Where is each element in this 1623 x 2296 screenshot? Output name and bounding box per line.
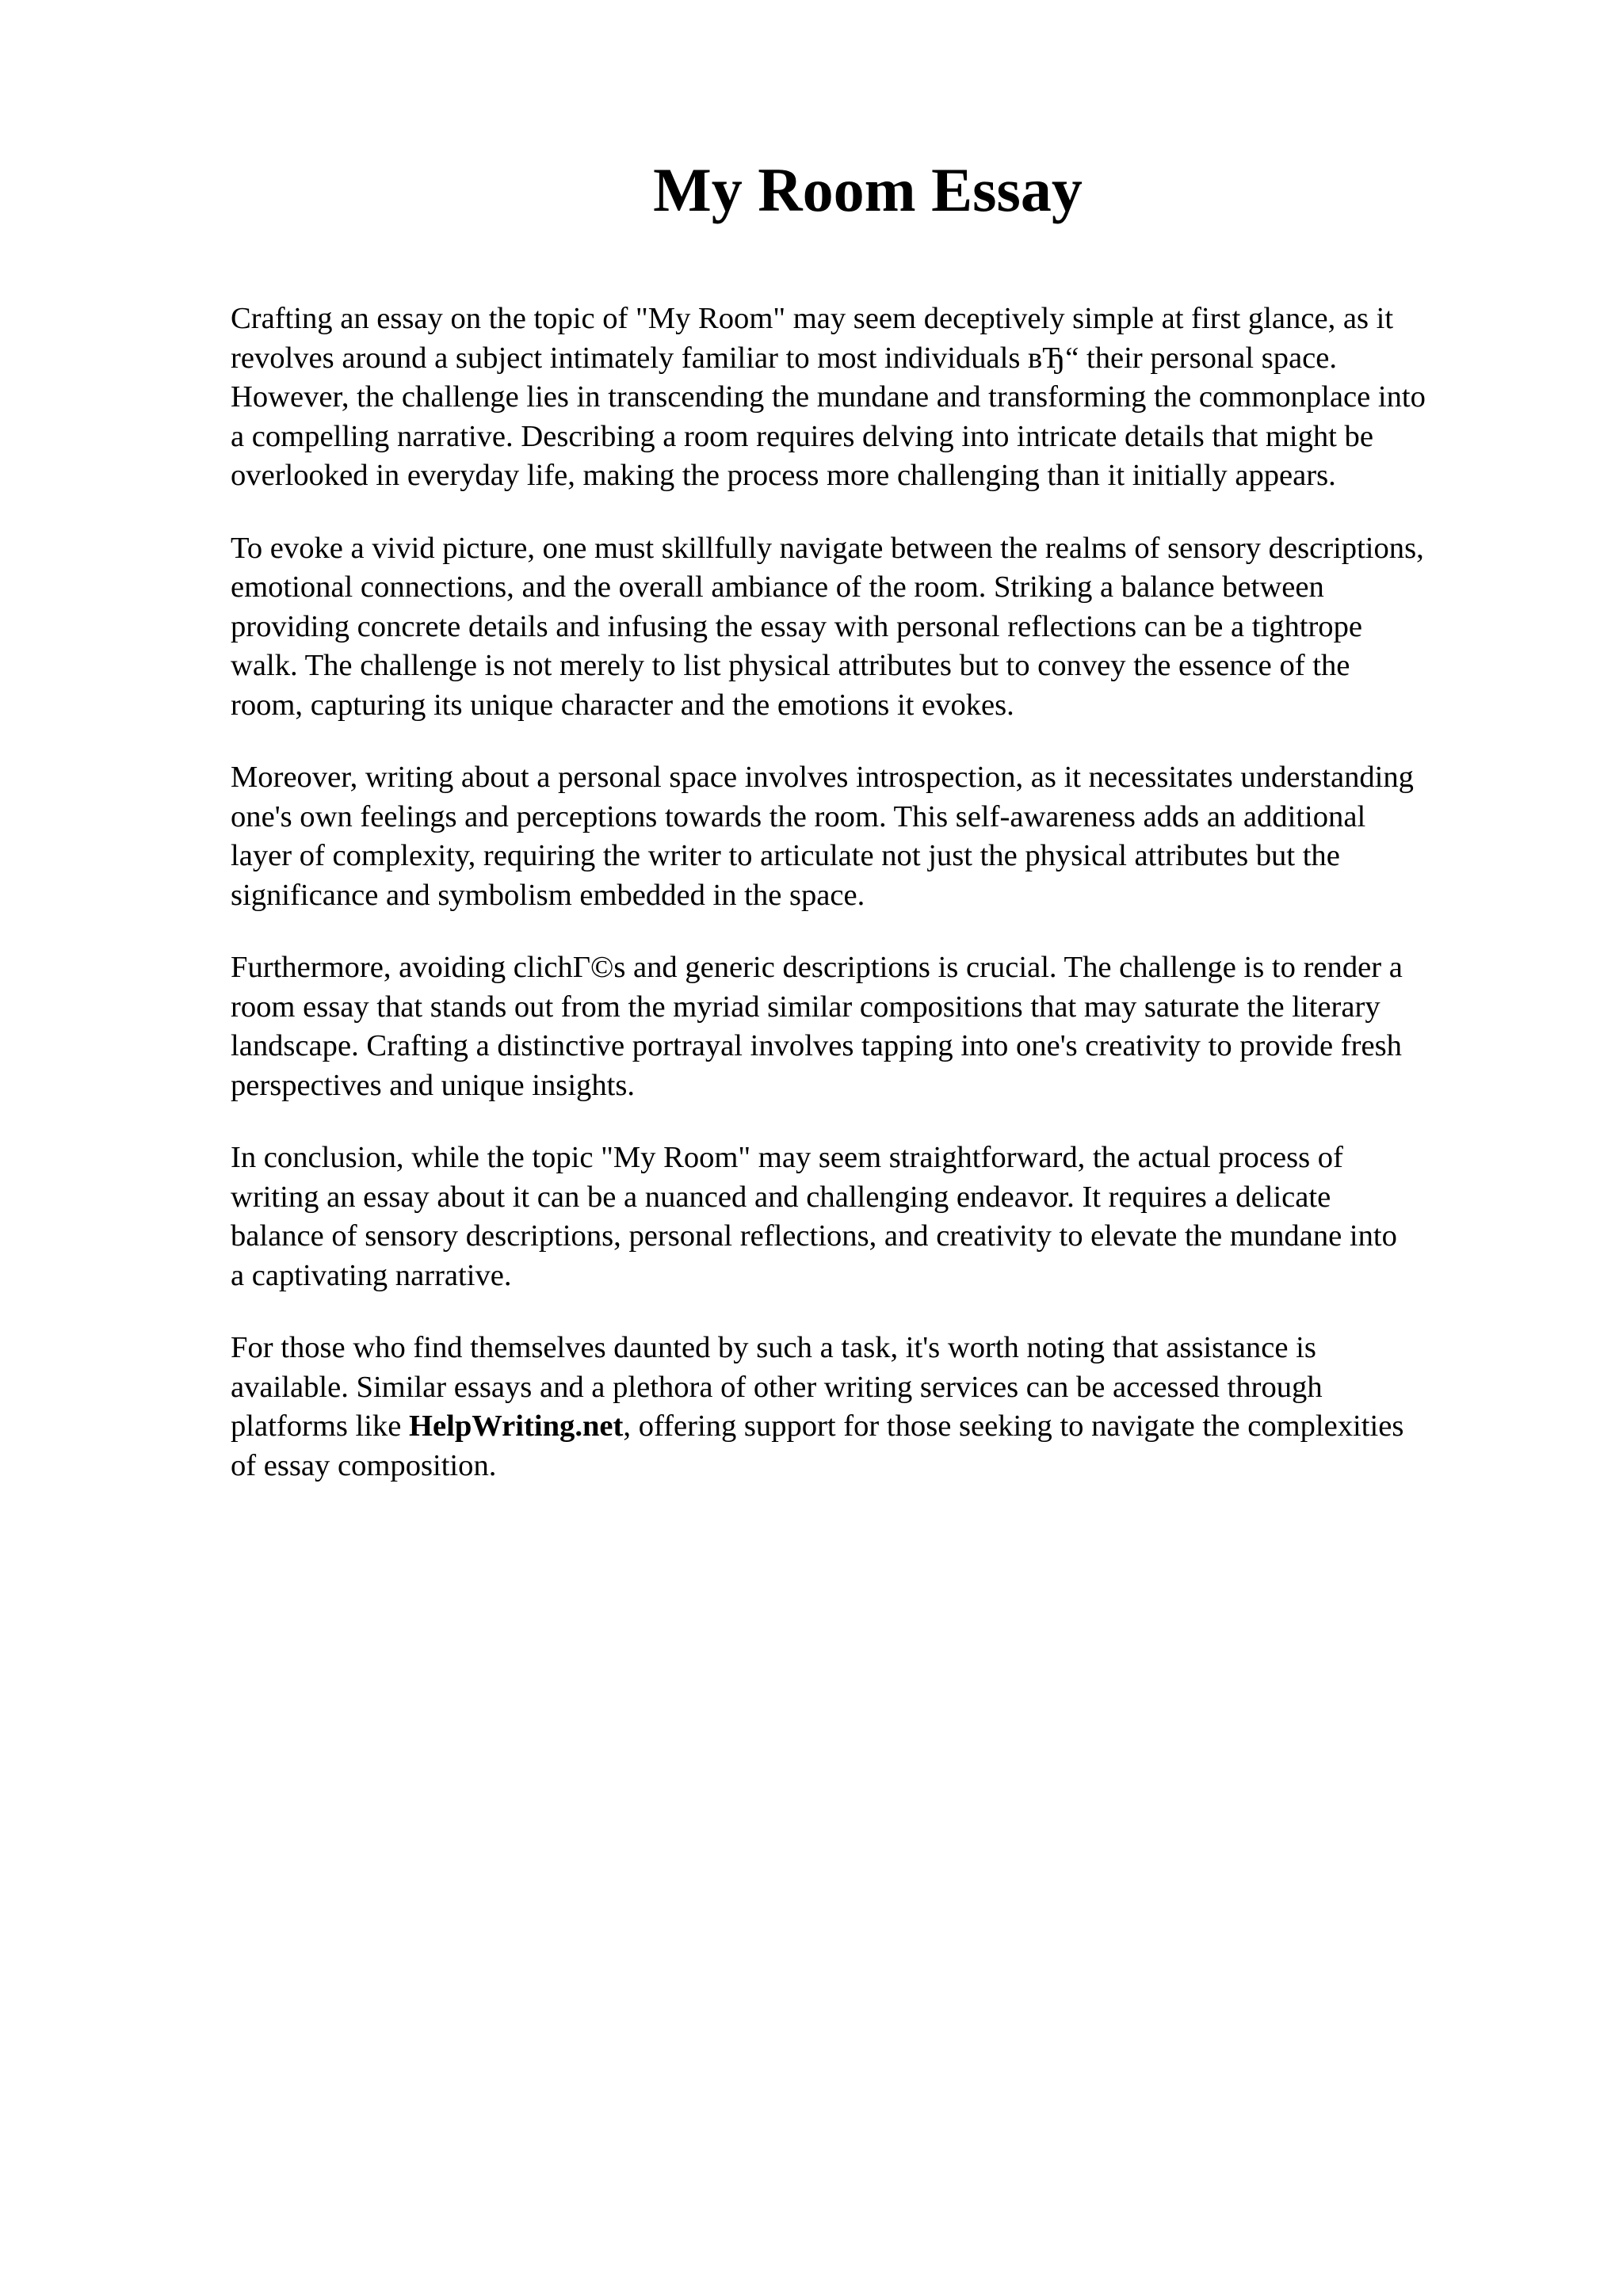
helpwriting-link[interactable]: HelpWriting.net bbox=[409, 1409, 624, 1443]
document-title: My Room Essay bbox=[653, 155, 1083, 224]
paragraph-3: Moreover, writing about a personal space involves introspection, as it necessitates understanding one's own feelings and perceptions towards the room. This self-awareness adds an additional layer of complexity, requiring the writer to articulate not just the physical attributes but the significance and symbolism embedded in the space. bbox=[231, 761, 1414, 912]
paragraph-1: Crafting an essay on the topic of "My Room" may seem deceptively simple at first glance, as it revolves around a subject intimately familiar to most individuals вЂ“ their personal space. However, the challenge lies in transcending the mundane and transforming the commonplace into a compelling narrative. Describing a room requires delving into intricate details that might be overlooked in everyday life, making the process more challenging than it initially appears. bbox=[231, 302, 1426, 492]
essay-body bbox=[231, 299, 1562, 1519]
paragraph-5: In conclusion, while the topic "My Room" may seem straightforward, the actual process of writing an essay about it can be a nuanced and challenging endeavor. It requires a delicate balance of sensory descriptions, personal reflections, and creativity to elevate the mundane into a captivating narrative. bbox=[231, 1141, 1397, 1292]
paragraph-4: Furthermore, avoiding clichГ©s and generic descriptions is crucial. The challenge is to render a room essay that stands out from the myriad similar compositions that may saturate the literary landscape. Crafting a distinctive portrayal involves tapping into one's creativity to provide fresh perspectives and unique insights. bbox=[231, 951, 1403, 1102]
paragraph-closing bbox=[231, 1329, 1562, 1486]
closing-text-after: , offering support for those seeking to navigate the complexities of essay composition. bbox=[231, 1409, 1404, 1482]
paragraph-2: To evoke a vivid picture, one must skillfully navigate between the realms of sensory descriptions, emotional connections, and the overall ambiance of the room. Striking a balance between providing concrete details and infusing the essay with personal reflections can be a tightrope walk. The challenge is not merely to list physical attributes but to convey the essence of the room, capturing its unique character and the emotions it evokes. bbox=[231, 531, 1424, 722]
closing-text-before: For those who find themselves daunted by such a task, it's worth noting that assistance is available. Similar essays and a plethora of other writing services can be accessed through platforms like bbox=[231, 1331, 1323, 1443]
